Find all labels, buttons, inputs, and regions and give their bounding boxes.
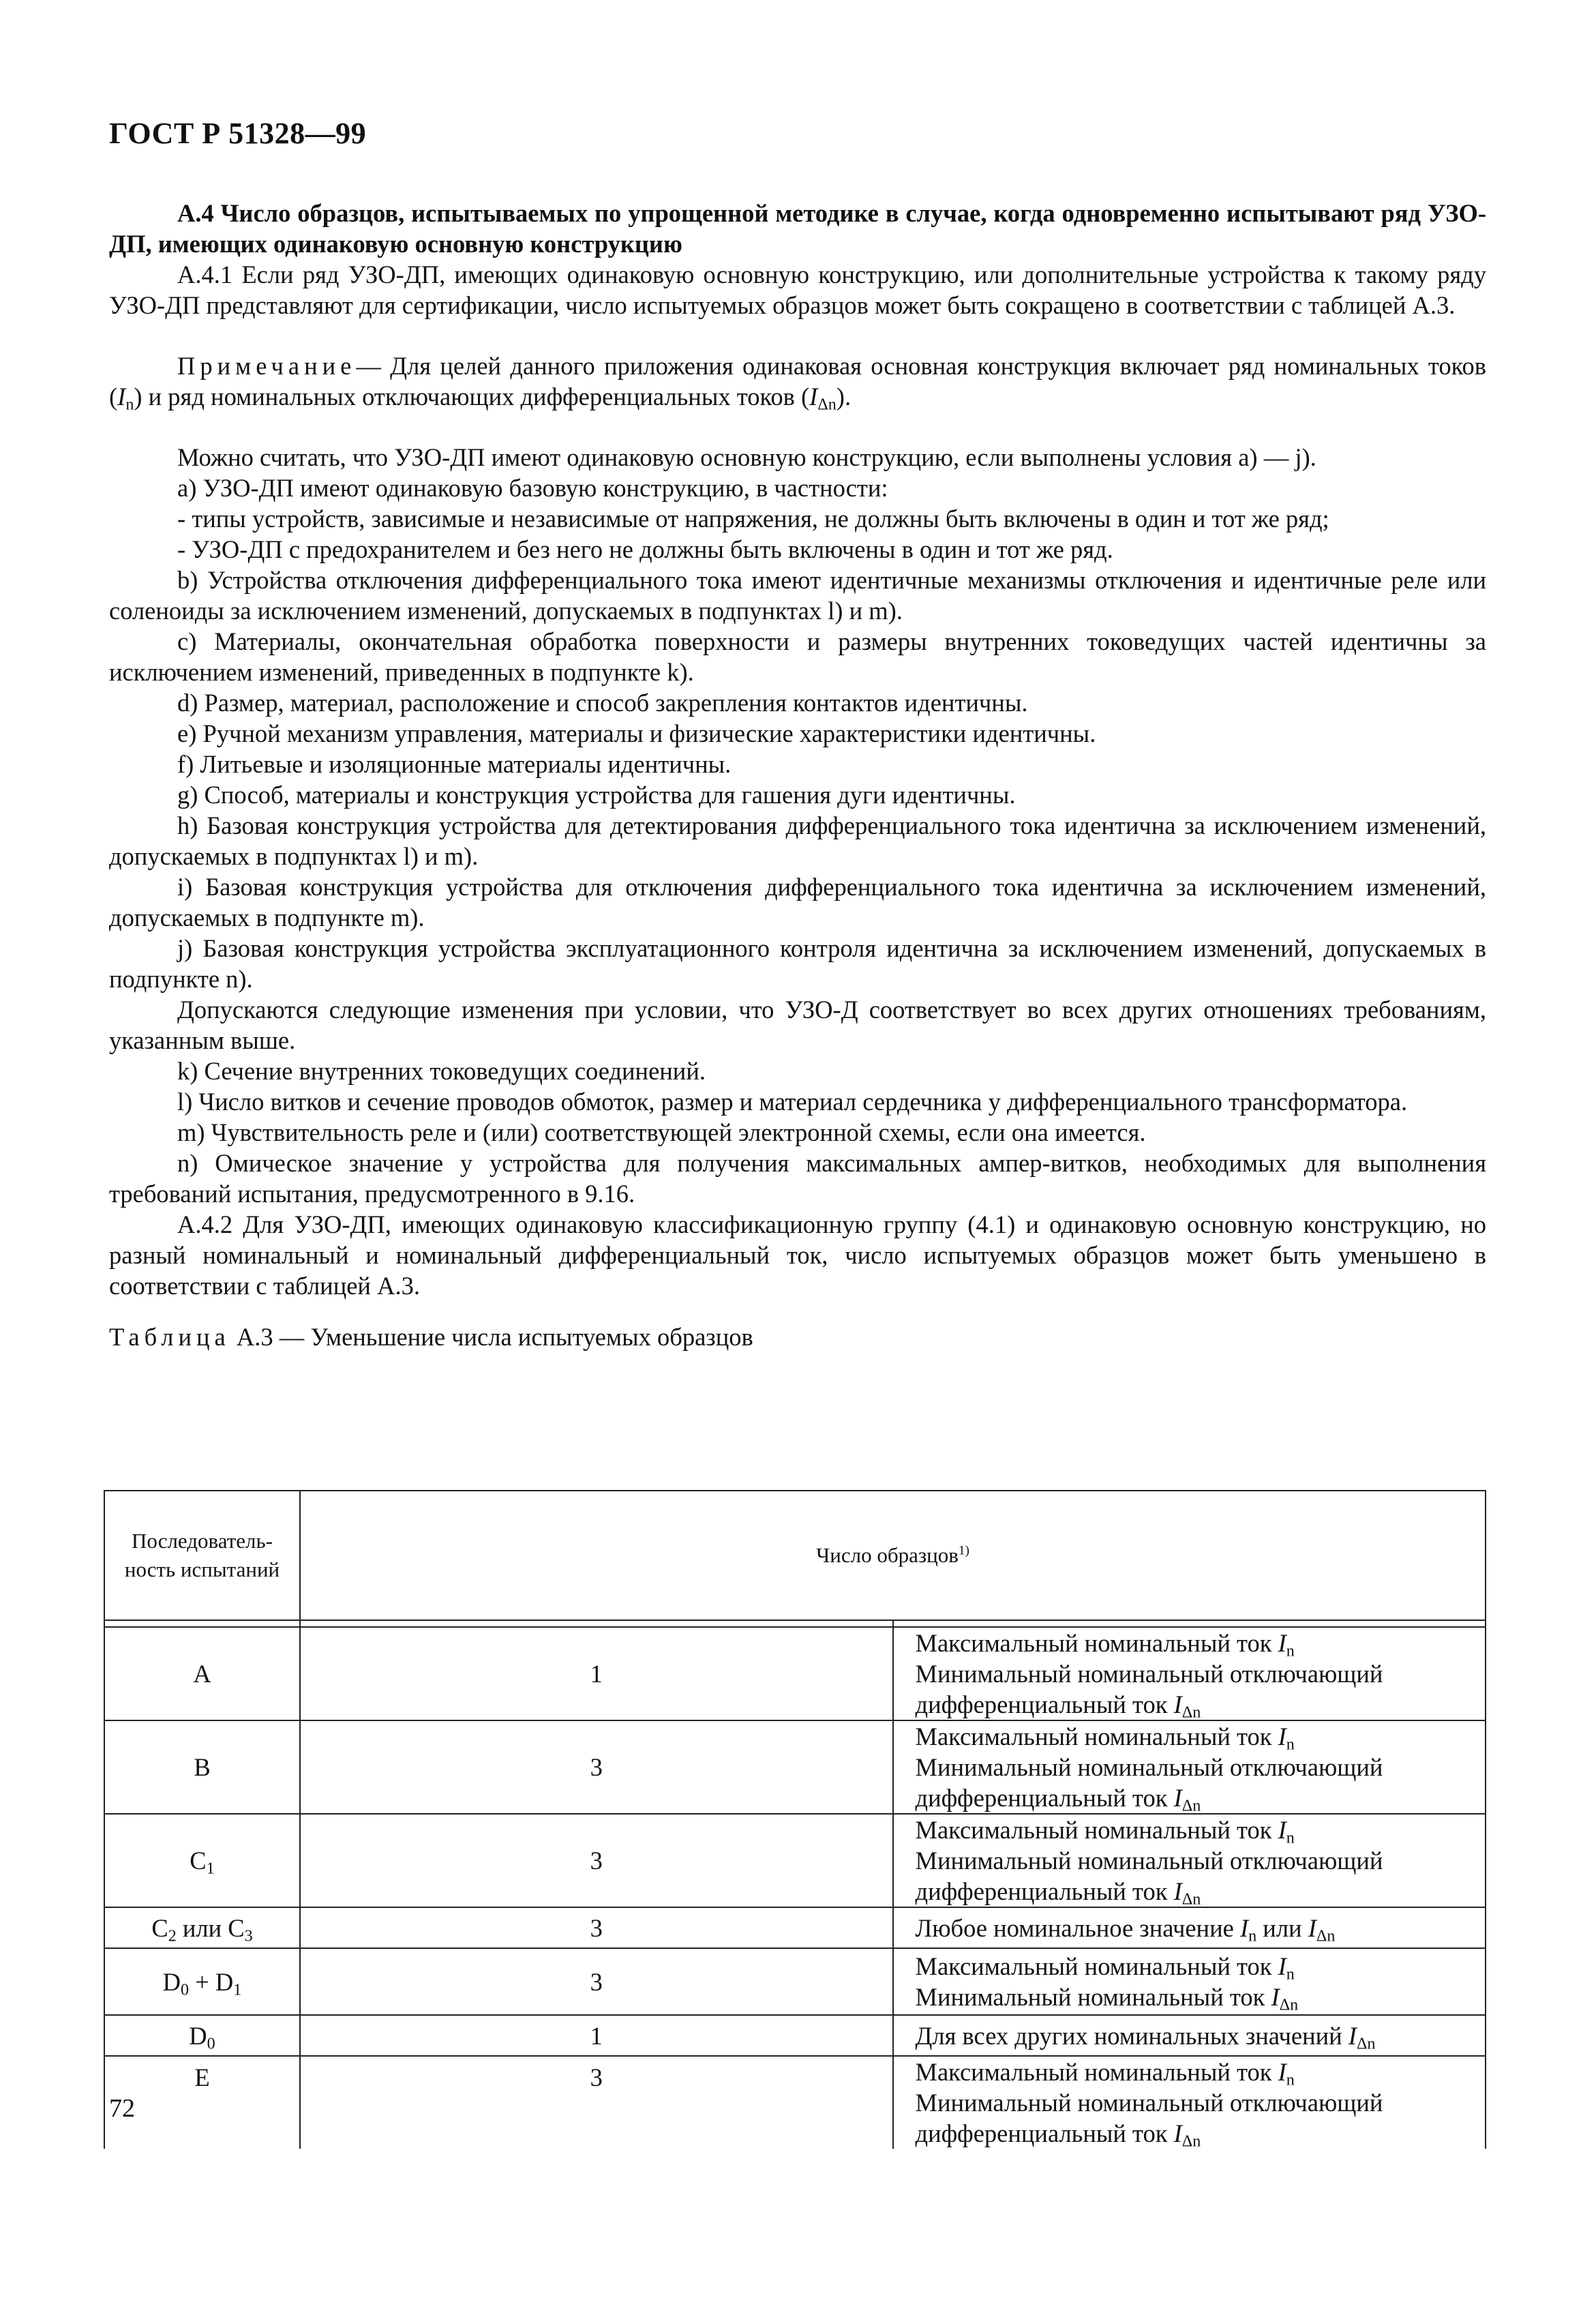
cell-count: 1: [300, 1627, 893, 1720]
list-item: i) Базовая конструкция устройства для отключения дифференциального тока идентична за исключением изменений, допускаемых в подпункте m).: [109, 873, 1486, 931]
description-line: [916, 1982, 1476, 2012]
description-line: [916, 2057, 1476, 2087]
sequence-tail: + D: [189, 1967, 234, 1996]
paragraph-conditions: Можно считать, что УЗО-ДП имеют одинаковую основную конструкцию, если выполнены условия а) — j).: [177, 443, 1316, 471]
note-paragraph: [109, 350, 1486, 412]
list-item: - типы устройств, зависимые и независимые от напряжения, не должны быть включены в один и тот же ряд;: [177, 505, 1329, 533]
header-count-label: Число образцов: [816, 1543, 959, 1567]
list-item: d) Размер, материал, расположение и способ закрепления контактов идентичны.: [177, 689, 1028, 717]
symbol-sub: n: [1286, 1642, 1295, 1660]
list-item: Допускаются следующие изменения при условии, что УЗО-Д соответствует во всех других отношениях требованиям, указанным выше.: [109, 996, 1486, 1054]
symbol-sub: Δn: [1181, 1797, 1201, 1815]
cell-count: 3: [300, 1814, 893, 1907]
symbol-sub: n: [1286, 1735, 1295, 1754]
list-item: j) Базовая конструкция устройства эксплуатационного контроля идентична за исключением изменений, допускаемых в подпункте n).: [109, 934, 1486, 993]
list-item: - УЗО-ДП с предохранителем и без него не должны быть включены в один и тот же ряд.: [177, 535, 1113, 563]
description-line: [916, 1815, 1476, 1845]
symbol-sub: n: [1286, 1965, 1295, 1984]
sequence-label: D: [162, 1967, 181, 1996]
list-item: b) Устройства отключения дифференциального тока имеют идентичные механизмы отключения и идентичные реле или соленоиды за исключением изменений, допускаемых в подпунктах l) и m).: [109, 566, 1486, 625]
sequence-label: B: [194, 1753, 211, 1781]
description-text: Минимальный номинальный отключающий дифференциальный ток: [915, 2089, 1383, 2147]
cell-description: [893, 1814, 1486, 1907]
page-number: 72: [109, 2094, 135, 2123]
cell-sequence: [104, 1720, 300, 1814]
cell-count: 3: [300, 1907, 893, 1948]
list-item: k) Сечение внутренних токоведущих соединений.: [177, 1057, 706, 1085]
table-row: [104, 1627, 1486, 1720]
table-header-row: [104, 1491, 1486, 1620]
table-row: [104, 1907, 1486, 1948]
cell-count: 3: [300, 1948, 893, 2015]
table-row: [104, 1948, 1486, 2015]
table-row: [104, 2056, 1486, 2149]
list-item: g) Способ, материалы и конструкция устройства для гашения дуги идентичны.: [177, 781, 1016, 809]
symbol-sub: n: [1286, 1829, 1295, 1847]
symbol-sub: Δn: [1279, 1996, 1299, 2014]
list-item: c) Материалы, окончательная обработка поверхности и размеры внутренних токоведущих частей идентичны за исключением изменений, приведенных в подпункте k).: [109, 627, 1486, 686]
description-text: Максимальный номинальный ток: [915, 1952, 1278, 1980]
description-line: [916, 2020, 1476, 2051]
cell-sequence: [104, 1907, 300, 1948]
description-text: Для всех других номинальных значений: [915, 2021, 1349, 2050]
symbol-i: I: [1173, 1784, 1182, 1812]
symbol-sub: Δn: [1356, 2035, 1376, 2053]
document-body: [109, 198, 1486, 1352]
description-text: Минимальный номинальный отключающий дифференциальный ток: [915, 1847, 1383, 1905]
symbol-i: I: [1348, 2021, 1357, 2050]
symbol-i: I: [809, 383, 818, 411]
sequence-sub: 0: [207, 2035, 215, 2053]
symbol-sub-n: n: [125, 396, 134, 414]
sequence-label: E: [194, 2063, 210, 2091]
sequence-sub: 0: [181, 1981, 190, 1999]
paragraph-a42: А.4.2 Для УЗО-ДП, имеющих одинаковую классификационную группу (4.1) и одинаковую основную конструкцию, но разный номинальный и номинальный дифференциальный ток, число испытуемых образцов может быть уменьшено в соответствии с таблицей А.3.: [109, 1210, 1486, 1300]
cell-description: [893, 1907, 1486, 1948]
symbol-sub: n: [1286, 2071, 1295, 2089]
sequence-tail-sub: 1: [233, 1981, 242, 1999]
symbol-sub: Δn: [1181, 1890, 1201, 1909]
symbol-sub: Δn: [1181, 1703, 1201, 1722]
list-item: n) Омическое значение у устройства для получения максимальных ампер-витков, необходимых для выполнения требований испытания, предусмотренного в 9.16.: [109, 1149, 1486, 1208]
table-row: [104, 1814, 1486, 1907]
description-line: [916, 2087, 1476, 2149]
description-line: [916, 1845, 1476, 1907]
symbol-i: I: [1278, 1952, 1286, 1980]
section-heading: А.4 Число образцов, испытываемых по упрощенной методике в случае, когда одновременно испытывают ряд УЗО-ДП, имеющих одинаковую основную конструкцию: [109, 199, 1486, 258]
symbol-i: I: [1239, 1913, 1249, 1942]
list-item: h) Базовая конструкция устройства для детектирования дифференциального тока идентична за исключением изменений, допускаемых в подпунктах l) и m).: [109, 811, 1486, 870]
table-header-separator: [104, 1620, 1486, 1627]
symbol-sub: Δn: [1181, 2132, 1201, 2151]
symbol-i: I: [1278, 1629, 1286, 1657]
header-cell-sequence: Последователь-ность испытаний: [104, 1491, 300, 1620]
list-item: e) Ручной механизм управления, материалы и физические характеристики идентичны.: [177, 719, 1096, 747]
header-cell-count: [300, 1491, 1486, 1620]
cell-description: [893, 1948, 1486, 2015]
footnote-marker: 1): [958, 1543, 969, 1558]
list-item: m) Чувствительность реле и (или) соответствующей электронной схемы, если она имеется.: [177, 1118, 1146, 1146]
symbol-i: I: [1278, 2058, 1286, 2086]
symbol-i: I: [1278, 1722, 1286, 1750]
description-text: Максимальный номинальный ток: [915, 1629, 1278, 1657]
symbol-i: I: [1173, 2119, 1182, 2147]
table-caption: [109, 1322, 1486, 1352]
description-line: [916, 1721, 1476, 1752]
list-item: а) УЗО-ДП имеют одинаковую базовую конструкцию, в частности:: [177, 474, 888, 502]
description-text: Минимальный номинальный ток: [915, 1983, 1271, 2011]
symbol-sub-dn: Δn: [817, 396, 837, 414]
sequence-label: A: [193, 1660, 211, 1688]
symbol-sub: n: [1248, 1927, 1257, 1945]
symbol-i: I: [1173, 1877, 1182, 1905]
sequence-tail: или C: [176, 1913, 245, 1942]
sequence-sub: 2: [168, 1927, 177, 1945]
description-line: [916, 1913, 1476, 1943]
cell-description: [893, 1720, 1486, 1814]
table-row: [104, 2015, 1486, 2056]
cell-sequence: [104, 1948, 300, 2015]
paragraph-a41: А.4.1 Если ряд УЗО-ДП, имеющих одинаковую основную конструкцию, или дополнительные устройства к такому ряду УЗО-ДП представляют для сертификации, число испытуемых образцов может быть сокращено в соответствии с таблицей А.3.: [109, 260, 1486, 319]
sequence-sub: 1: [206, 1860, 215, 1878]
cell-description: [893, 2056, 1486, 2149]
cell-sequence: [104, 1627, 300, 1720]
cell-sequence: [104, 2015, 300, 2056]
description-text: Минимальный номинальный отключающий дифференциальный ток: [915, 1660, 1383, 1718]
list-item: l) Число витков и сечение проводов обмоток, размер и материал сердечника у дифференциального трансформатора.: [177, 1088, 1408, 1116]
document-header: ГОСТ Р 51328—99: [109, 117, 367, 150]
note-label: Примечание: [177, 352, 357, 380]
description-text: Любое номинальное значение: [915, 1913, 1240, 1942]
note-text-3: ).: [836, 383, 852, 411]
description-text: Минимальный номинальный отключающий дифференциальный ток: [915, 1753, 1383, 1812]
description-line: [916, 1951, 1476, 1982]
description-text: Максимальный номинальный ток: [915, 2058, 1278, 2086]
description-text: Максимальный номинальный ток: [915, 1722, 1278, 1750]
symbol-i: I: [1271, 1983, 1280, 2011]
symbol-i: I: [1173, 1690, 1182, 1718]
sequence-label: C: [190, 1847, 207, 1875]
symbol-i: I: [1278, 1816, 1286, 1844]
description-line: [916, 1628, 1476, 1658]
list-item: f) Литьевые и изоляционные материалы идентичны.: [177, 750, 732, 778]
symbol-sub: Δn: [1316, 1927, 1336, 1945]
cell-count: 3: [300, 1720, 893, 1814]
symbol-i: I: [1308, 1913, 1316, 1942]
sequence-label: D: [189, 2021, 207, 2050]
symbol-i: I: [117, 383, 126, 411]
cell-count: 3: [300, 2056, 893, 2149]
note-text-1: — Для целей данного приложения одинаковая основная конструкция включает ряд номинальных токов (: [109, 352, 1486, 411]
note-text-2: ) и ряд номинальных отключающих дифференциальных токов (: [134, 383, 810, 411]
sequence-tail-sub: 3: [244, 1927, 253, 1945]
description-line: [916, 1658, 1476, 1720]
table-caption-label: Таблица: [109, 1323, 230, 1351]
description-text: или: [1256, 1913, 1308, 1942]
cell-description: [893, 1627, 1486, 1720]
cell-description: [893, 2015, 1486, 2056]
cell-count: 1: [300, 2015, 893, 2056]
samples-table: [104, 1490, 1486, 2149]
table-caption-text: А.3 — Уменьшение числа испытуемых образцов: [236, 1323, 753, 1351]
description-text: Максимальный номинальный ток: [915, 1816, 1278, 1844]
description-line: [916, 1752, 1476, 1813]
table-row: [104, 1720, 1486, 1814]
sequence-label: C: [151, 1913, 168, 1942]
cell-sequence: [104, 1814, 300, 1907]
